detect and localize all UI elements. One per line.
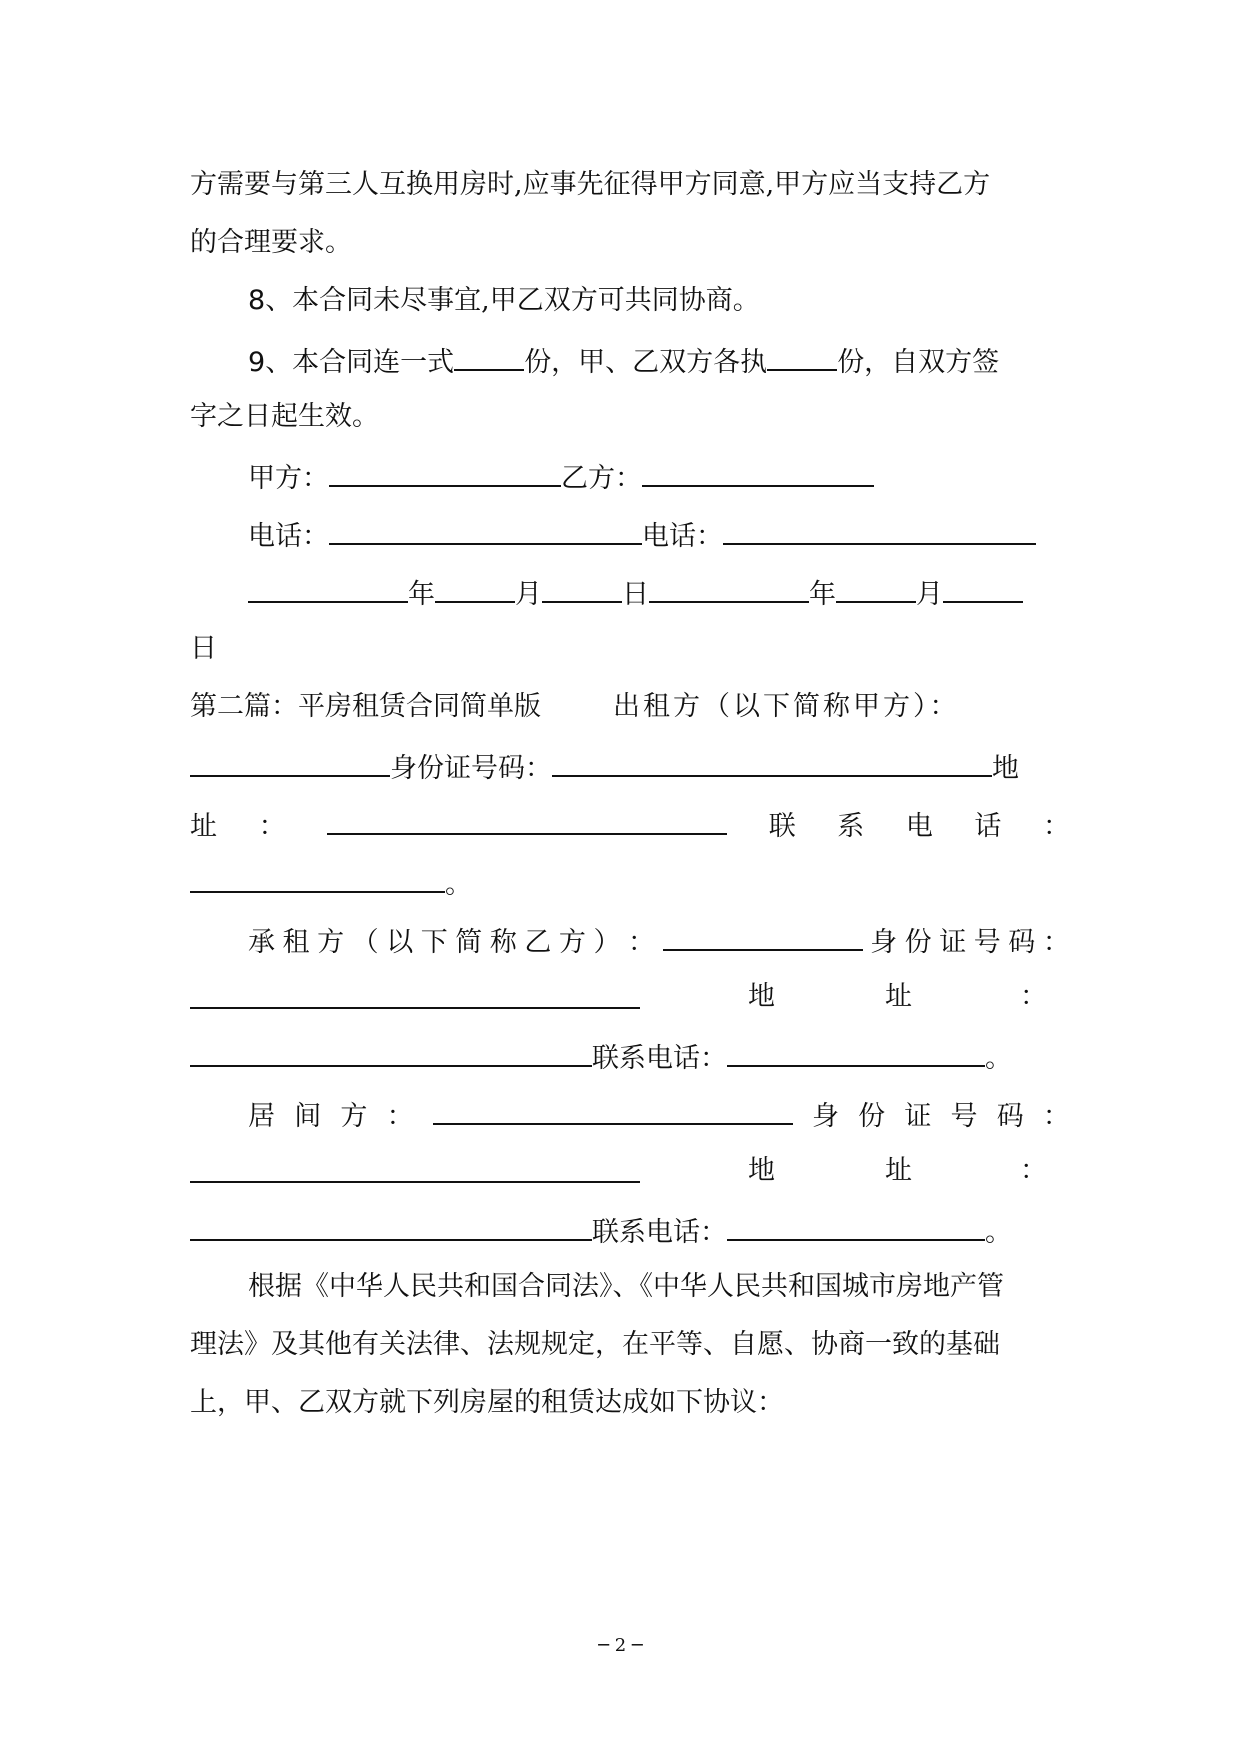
copies-each-blank[interactable] [767, 339, 837, 371]
lessee-name-blank[interactable] [663, 919, 863, 951]
text-line: 上，甲、乙双方就下列房屋的租赁达成如下协议： [190, 1387, 784, 1418]
lessor-id-line: 身份证号码： 地 [190, 745, 1070, 785]
clause-8: 8、本合同未尽事宜,甲乙双方可共同协商。 [248, 285, 760, 316]
lessor-phone-blank[interactable] [190, 861, 445, 893]
text-line: 根据《中华人民共和国合同法》、《中华人民共和国城市房地产管 [248, 1271, 1004, 1302]
lessee-address-blank[interactable] [190, 1035, 592, 1067]
month-blank[interactable] [836, 571, 916, 603]
text-line: 日 [190, 633, 217, 664]
lessor-address-line: 址 ： 联 系 电 话 ： [190, 803, 1070, 843]
lessee-id-blank[interactable] [190, 977, 640, 1009]
broker-phone-blank[interactable] [727, 1209, 985, 1241]
clause-9: 9、本合同连一式 份，甲、乙双方各执 份，自双方签 [248, 339, 1070, 379]
broker-line: 居 间 方 ： 身 份 证 号 码 ： [248, 1093, 1070, 1133]
lessor-phone-line: 。 [190, 861, 1070, 901]
section-2-heading: 第二篇：平房租赁合同简单版 出租方（以下简称甲方）： [190, 691, 960, 722]
day-blank[interactable] [542, 571, 622, 603]
year-blank[interactable] [649, 571, 809, 603]
broker-id-blank[interactable] [190, 1151, 640, 1183]
party-b-phone-blank[interactable] [723, 513, 1036, 545]
text-line: 方需要与第三人互换用房时,应事先征得甲方同意,甲方应当支持乙方 [190, 169, 991, 200]
lessor-address-blank[interactable] [327, 803, 727, 835]
copies-total-blank[interactable] [454, 339, 524, 371]
lessee-id-line: 地 址 ： [190, 977, 1070, 1017]
broker-id-line: 地 址 ： [190, 1151, 1070, 1191]
broker-address-line: 联系电话： 。 [190, 1209, 1070, 1249]
text-line: 理法》及其他有关法律、法规规定，在平等、自愿、协商一致的基础 [190, 1329, 1000, 1360]
lessor-name-blank[interactable] [190, 745, 390, 777]
party-b-signature-blank[interactable] [642, 455, 874, 487]
phone-line: 电话： 电话： [248, 513, 1070, 553]
page-number: ─ 2 ─ [598, 1635, 643, 1656]
section-title: 第二篇：平房租赁合同简单版 [190, 691, 541, 722]
party-a-phone-blank[interactable] [329, 513, 642, 545]
date-line: 年 月 日 年 月 [248, 571, 1070, 611]
day-blank[interactable] [943, 571, 1023, 603]
text-line: 字之日起生效。 [190, 401, 379, 432]
broker-name-blank[interactable] [433, 1093, 793, 1125]
lessee-line: 承 租 方 （ 以 下 简 称 乙 方 ） ： 身 份 证 号 码 ： [248, 919, 1070, 959]
year-blank[interactable] [248, 571, 408, 603]
text-line: 的合理要求。 [190, 227, 352, 258]
lessee-address-line: 联系电话： 。 [190, 1035, 1070, 1075]
lessor-id-blank[interactable] [552, 745, 992, 777]
lessee-phone-blank[interactable] [727, 1035, 985, 1067]
broker-address-blank[interactable] [190, 1209, 592, 1241]
signature-line: 甲方： 乙方： [248, 455, 1070, 495]
party-a-signature-blank[interactable] [329, 455, 561, 487]
month-blank[interactable] [435, 571, 515, 603]
